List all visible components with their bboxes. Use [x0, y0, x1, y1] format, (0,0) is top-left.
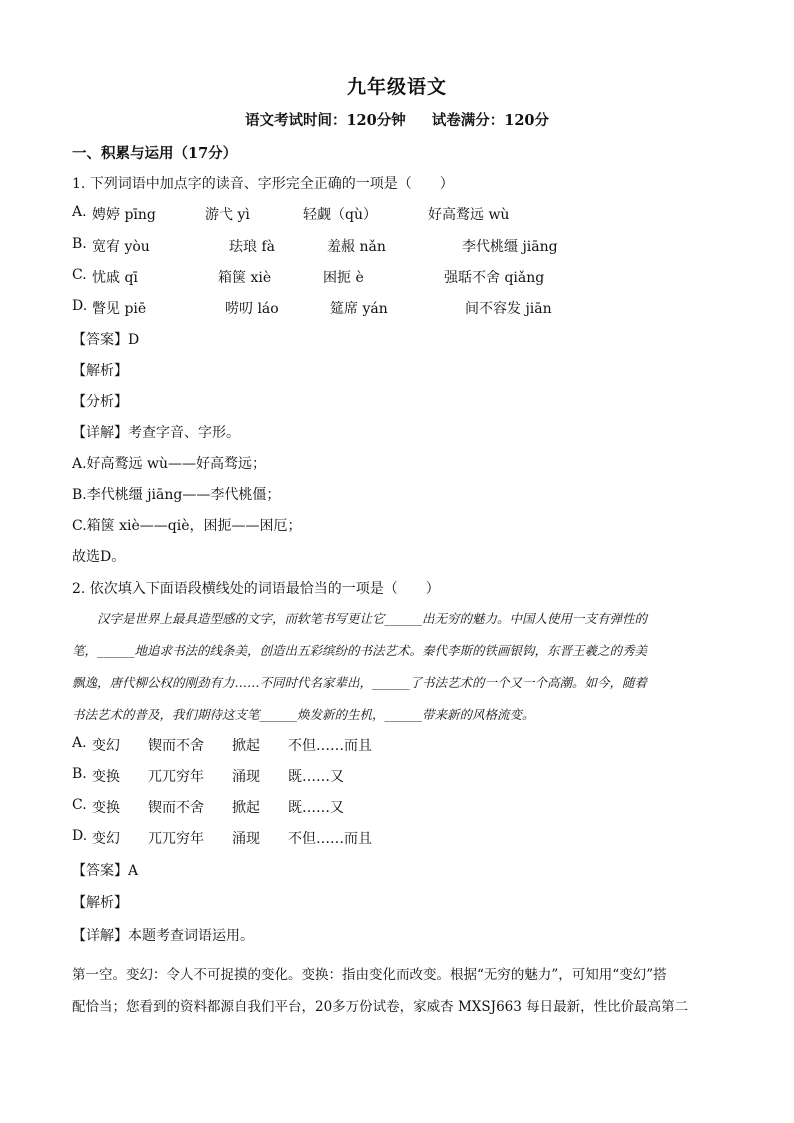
option-item: 既……又 [288, 800, 344, 816]
option-item: 变幻 [92, 831, 120, 847]
option-item: 箱箧 xiè [218, 270, 272, 286]
option-item: 忧戚 qī [92, 270, 138, 286]
option-item: 轻觑（qù） [303, 207, 377, 223]
q1-analysis-label: 【解析】 [72, 363, 128, 379]
q1-note: A.好高鹜远 wù——好高骛远； [72, 456, 267, 472]
q2-passage-line: 书法艺术的普及，我们期待这支笔______焕发新的生机，______带来新的风格流变。 [72, 707, 535, 722]
q2-option-b [0, 766, 794, 786]
q1-option-c [0, 267, 794, 287]
option-item: 变换 [92, 800, 120, 816]
section-heading: 一、积累与运用（17分） [72, 145, 238, 162]
option-item: 游弋 yì [205, 207, 250, 223]
q1-conclusion: 故选D。 [72, 549, 126, 565]
q1-note: B.李代桃缰 jiāng——李代桃僵； [72, 487, 281, 503]
option-item: 掀起 [232, 738, 260, 754]
q2-option-d [0, 828, 794, 848]
q1-answer: 【答案】D [72, 332, 140, 348]
q1-note: C.箱箧 xiè——qiè，困扼——困厄； [72, 518, 302, 534]
option-label: B. [72, 236, 87, 252]
q2-answer: 【答案】A [72, 863, 139, 879]
q1-stem: 1. 下列词语中加点字的读音、字形完全正确的一项是（ ） [72, 176, 454, 192]
q2-passage-line: 飘逸，唐代柳公权的刚劲有力……不同时代名家辈出，______了书法艺术的一个又一个高潮。如今，随着 [72, 675, 648, 690]
option-item: 困扼 è [323, 270, 364, 286]
q2-passage-line: 汉字是世界上最具造型感的文字，而软笔书写更让它______出无穷的魅力。中国人使用一支有弹性的 [72, 611, 648, 626]
option-label: D. [72, 828, 88, 844]
exam-time: 语文考试时间：120分钟 [244, 112, 406, 129]
q2-explanation: 第一空。变幻：令人不可捉摸的变化。变换：指由变化而改变。根据“无穷的魅力”，可知用“变幻”搭 [72, 967, 667, 983]
option-item: 涌现 [232, 831, 260, 847]
option-item: 李代桃缰 jiāng [462, 239, 558, 255]
option-label: D. [72, 298, 88, 314]
option-label: A. [72, 204, 87, 220]
q1-fenxi-label: 【分析】 [72, 394, 128, 410]
option-item: 变幻 [92, 738, 120, 754]
page-title: 九年级语文 [346, 76, 447, 98]
option-item: 羞赧 nǎn [327, 239, 386, 255]
q2-explanation: 配恰当；您看到的资料都源自我们平台，20多万份试卷，家威杏 MXSJ663 每日最新，性比价最高第二 [72, 999, 689, 1015]
option-item: 娉婷 pīng [92, 207, 156, 223]
q2-stem: 2. 依次填入下面语段横线处的词语最恰当的一项是（ ） [72, 581, 440, 597]
option-item: 间不容发 jiān [465, 301, 552, 317]
option-item: 珐琅 fà [229, 239, 275, 255]
option-item: 不但……而且 [288, 738, 372, 754]
option-item: 锲而不舍 [148, 738, 204, 754]
option-item: 唠叨 láo [225, 301, 279, 317]
q1-option-a [0, 204, 794, 224]
option-item: 强聒不舍 qiǎng [444, 270, 545, 286]
q1-option-d [0, 298, 794, 318]
q2-option-c [0, 797, 794, 817]
option-item: 既……又 [288, 769, 344, 785]
option-item: 瞥见 piē [92, 301, 147, 317]
q2-passage-line: 笔，______地追求书法的线条美，创造出五彩缤纷的书法艺术。秦代李斯的铁画银钩，东晋王羲之的秀美 [72, 643, 648, 658]
option-item: 兀兀穷年 [148, 831, 204, 847]
exam-info [0, 109, 794, 130]
option-item: 变换 [92, 769, 120, 785]
q2-detail: 【详解】本题考查词语运用。 [72, 928, 254, 944]
option-label: C. [72, 797, 87, 813]
option-item: 兀兀穷年 [148, 769, 204, 785]
option-item: 筵席 yán [330, 301, 388, 317]
option-item: 不但……而且 [288, 831, 372, 847]
option-item: 宽宥 yòu [92, 239, 150, 255]
full-score: 试卷满分：120分 [431, 112, 550, 129]
option-item: 涌现 [232, 769, 260, 785]
option-label: B. [72, 766, 87, 782]
option-label: A. [72, 735, 87, 751]
option-item: 好高鹜远 wù [428, 207, 510, 223]
option-item: 掀起 [232, 800, 260, 816]
option-label: C. [72, 267, 87, 283]
q1-detail: 【详解】考查字音、字形。 [72, 425, 240, 441]
q1-option-b [0, 236, 794, 256]
q2-analysis-label: 【解析】 [72, 895, 128, 911]
q2-option-a [0, 735, 794, 755]
option-item: 锲而不舍 [148, 800, 204, 816]
